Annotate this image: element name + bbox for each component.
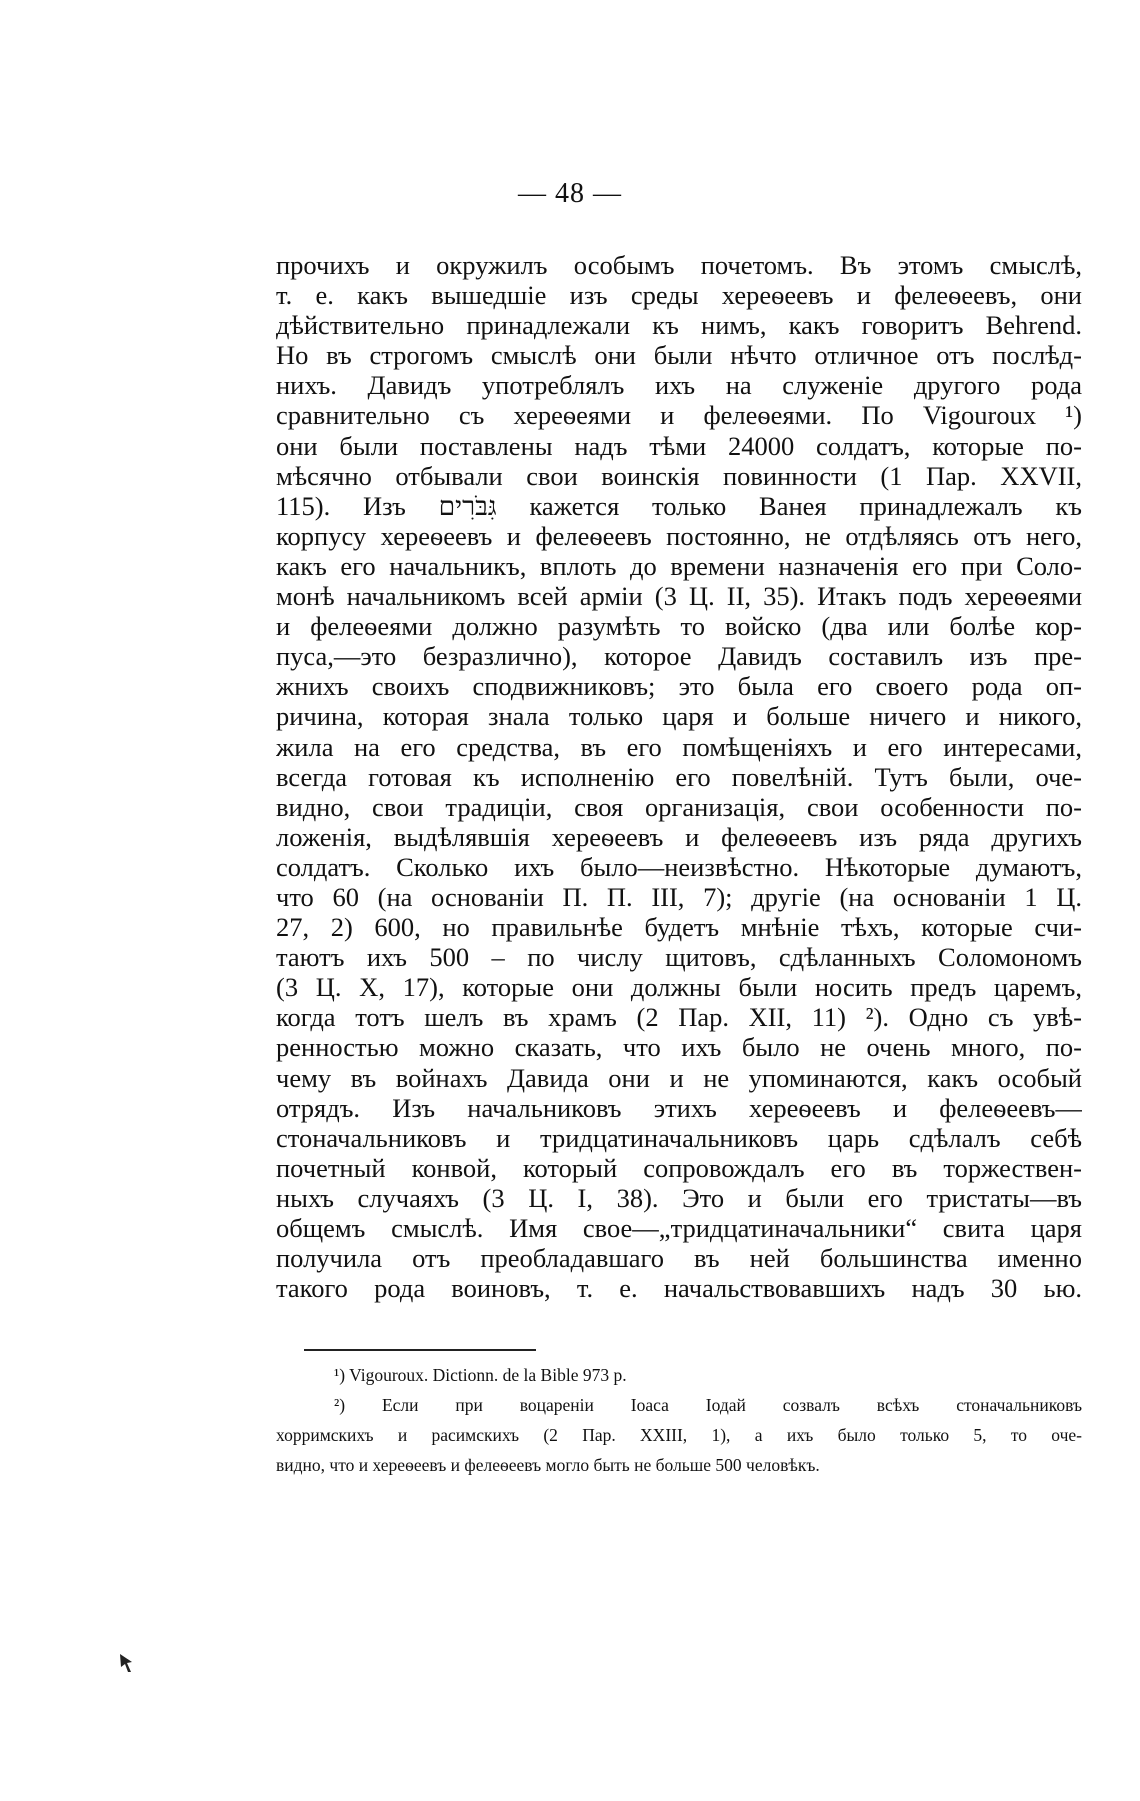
text-line: ричина, которая знала только царя и больше ничего и никого,	[276, 701, 1082, 732]
text-line: сравнительно съ хереѳеями и фелеѳеями. По Vigouroux ¹)	[276, 400, 1082, 431]
text-line: ренностью можно сказать, что ихъ было не очень много, по-	[276, 1032, 1082, 1063]
text-line: получила отъ преобладавшаго въ ней большинства именно	[276, 1243, 1082, 1274]
text-line: стоначальниковъ и тридцатиначальниковъ царь сдѣлалъ себѣ	[276, 1122, 1082, 1153]
text-line: 115). Изъ גִּבֹּרִים кажется только Ванея принадлежалъ къ	[276, 490, 1082, 521]
text-line: какъ его начальникъ, вплоть до времени назначенія его при Соло-	[276, 550, 1082, 581]
text-line: (3 Ц. X, 17), которые они должны были носить предъ царемъ,	[276, 972, 1082, 1003]
page-number: — 48 —	[518, 178, 622, 209]
text-line: солдатъ. Сколько ихъ было—неизвѣстно. Нѣкоторые думаютъ,	[276, 851, 1082, 882]
text-line: ложенія, выдѣлявшія хереѳеевъ и фелеѳеевъ изъ ряда другихъ	[276, 821, 1082, 852]
footnote-2-line-2: хорримскихъ и расимскихъ (2 Пар. XXIII, 1), а ихъ было только 5, то оче-	[276, 1425, 1082, 1445]
text-line: такого рода воиновъ, т. е. начальствовавшихъ надъ 30 ью.	[276, 1273, 1082, 1304]
text-line: жила на его средства, въ его помѣщеніяхъ и его интересами,	[276, 731, 1082, 762]
footnote-2-line-3: видно, что и хереѳеевъ и фелеѳеевъ могло быть не больше 500 человѣкъ.	[276, 1455, 820, 1475]
text-line: 27, 2) 600, но правильнѣе будетъ мнѣніе тѣхъ, которые счи-	[276, 912, 1082, 943]
text-line: видно, свои традиціи, своя организація, свои особенности по-	[276, 791, 1082, 822]
text-line: ныхъ случаяхъ (3 Ц. I, 38). Это и были его тристаты—въ	[276, 1182, 1082, 1213]
text-line: когда тотъ шелъ въ храмъ (2 Пар. XII, 11) ²). Одно съ увѣ-	[276, 1002, 1082, 1033]
text-line: дѣйствительно принадлежали къ нимъ, какъ говоритъ Behrend.	[276, 310, 1082, 341]
text-line: нихъ. Давидъ употреблялъ ихъ на служеніе другого рода	[276, 370, 1082, 401]
margin-mark-icon	[118, 1652, 140, 1674]
text-line: монѣ начальникомъ всей арміи (3 Ц. II, 35). Итакъ подъ хереѳеями	[276, 581, 1082, 612]
text-line: т. е. какъ вышедшіе изъ среды хереѳеевъ и фелеѳеевъ, они	[276, 280, 1082, 311]
text-line: что 60 (на основаніи П. П. III, 7); другіе (на основаніи 1 Ц.	[276, 881, 1082, 912]
footnote-2-line-1: ²) Если при воцареніи Іоаса Іодай созвалъ всѣхъ стоначальниковъ	[334, 1395, 1082, 1415]
text-line: мѣсячно отбывали свои воинскія повинности (1 Пар. XXVII,	[276, 460, 1082, 491]
text-line: Но въ строгомъ смыслѣ они были нѣчто отличное отъ послѣд-	[276, 340, 1082, 371]
body-text	[276, 250, 1082, 1303]
footnote-separator	[304, 1349, 536, 1351]
text-line: корпусу хереѳеевъ и фелеѳеевъ постоянно, не отдѣляясь отъ него,	[276, 520, 1082, 551]
text-line: чему въ войнахъ Давида они и не упоминаются, какъ особый	[276, 1062, 1082, 1093]
text-line: они были поставлены надъ тѣми 24000 солдатъ, которые по-	[276, 430, 1082, 461]
text-line: пуса,—это безразлично), которое Давидъ составилъ изъ пре-	[276, 641, 1082, 672]
text-line: общемъ смыслѣ. Имя свое—„тридцатиначальники“ свита царя	[276, 1213, 1082, 1243]
footnotes	[276, 1360, 1082, 1480]
text-line: всегда готовая къ исполненію его повелѣній. Тутъ были, оче-	[276, 761, 1082, 792]
text-line: отрядъ. Изъ начальниковъ этихъ хереѳеевъ и фелеѳеевъ—	[276, 1092, 1082, 1123]
footnote-1: ¹) Vigouroux. Dictionn. de la Bible 973 p.	[334, 1365, 627, 1385]
text-line: почетный конвой, который сопровождалъ его въ торжествен-	[276, 1152, 1082, 1183]
text-line: прочихъ и окружилъ особымъ почетомъ. Въ этомъ смыслѣ,	[276, 250, 1082, 280]
text-line: и фелеѳеями должно разумѣть то войско (два или болѣе кор-	[276, 611, 1082, 642]
text-line: жнихъ своихъ сподвижниковъ; это была его своего рода оп-	[276, 671, 1082, 702]
text-line: таютъ ихъ 500 – по числу щитовъ, сдѣланныхъ Соломономъ	[276, 942, 1082, 973]
